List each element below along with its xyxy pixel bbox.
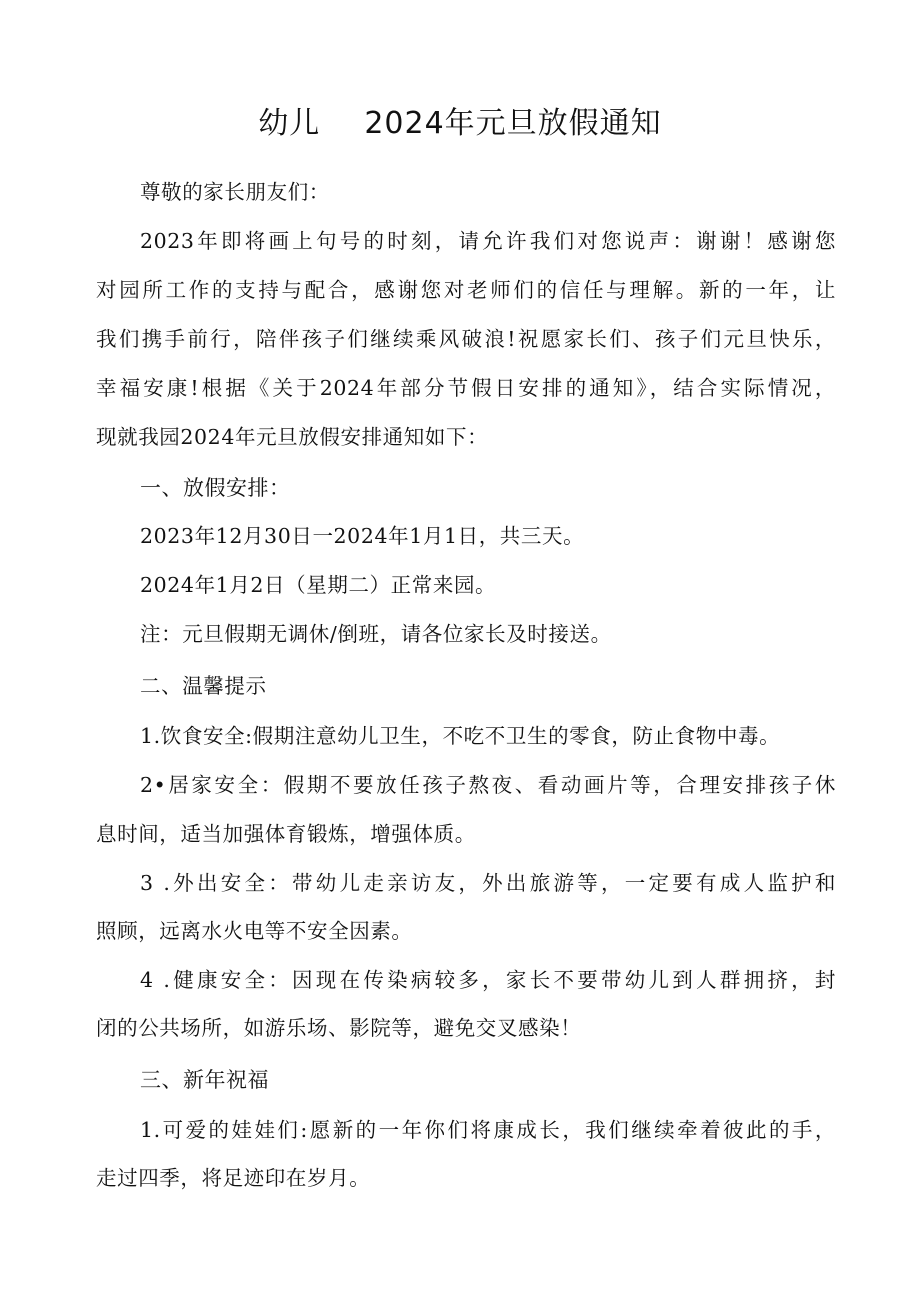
intro-line-5: 现就我园2024年元旦放假安排通知如下： bbox=[96, 425, 489, 449]
document-title bbox=[0, 98, 920, 142]
section-heading-wishes: 三、新年祝福 bbox=[140, 1068, 269, 1092]
section-heading-holiday: 一、放假安排： bbox=[140, 476, 291, 500]
title-right: 2024年元旦放假通知 bbox=[364, 106, 662, 141]
intro-line-2: 对园所工作的支持与配合，感谢您对老师们的信任与理解。新的一年，让 bbox=[96, 278, 836, 302]
section-heading-tips: 二、温馨提示 bbox=[140, 674, 267, 698]
intro-line-4: 幸福安康!根据《关于2024年部分节假日安排的通知》，结合实际情况， bbox=[96, 376, 836, 400]
tip-home-safety-line-1: 2•居家安全：假期不要放任孩子熬夜、看动画片等，合理安排孩子休 bbox=[140, 773, 836, 797]
tip-food-safety: 1.饮食安全:假期注意幼儿卫生，不吃不卫生的零食，防止食物中毒。 bbox=[140, 724, 781, 748]
greeting: 尊敬的家长朋友们： bbox=[140, 180, 330, 204]
tip-home-safety-line-2: 息时间，适当加强体育锻炼，增强体质。 bbox=[96, 822, 476, 846]
tip-health-safety-line-2: 闭的公共场所，如游乐场、影院等，避免交叉感染！ bbox=[96, 1016, 582, 1040]
tip-travel-safety-line-2: 照顾，远离水火电等不安全因素。 bbox=[96, 919, 413, 943]
wish-children-line-1: 1.可爱的娃娃们:愿新的一年你们将康成长，我们继续牵着彼此的手， bbox=[140, 1118, 836, 1142]
tip-travel-safety-line-1: 3 .外出安全：带幼儿走亲访友，外出旅游等，一定要有成人监护和 bbox=[140, 871, 836, 895]
holiday-dates: 2023年12月30日一2024年1月1日，共三天。 bbox=[140, 524, 585, 548]
intro-line-3: 我们携手前行，陪伴孩子们继续乘风破浪!祝愿家长们、孩子们元旦快乐， bbox=[96, 327, 836, 351]
tip-health-safety-line-1: 4 .健康安全：因现在传染病较多，家长不要带幼儿到人群拥挤，封 bbox=[140, 968, 836, 992]
return-date: 2024年1月2日（星期二）正常来园。 bbox=[140, 573, 497, 597]
holiday-note: 注：元旦假期无调休/倒班，请各位家长及时接送。 bbox=[140, 622, 612, 646]
title-left: 幼儿 bbox=[258, 106, 321, 141]
wish-children-line-2: 走过四季，将足迹印在岁月。 bbox=[96, 1166, 371, 1190]
intro-line-1: 2023年即将画上句号的时刻，请允许我们对您说声：谢谢！感谢您 bbox=[140, 229, 836, 253]
